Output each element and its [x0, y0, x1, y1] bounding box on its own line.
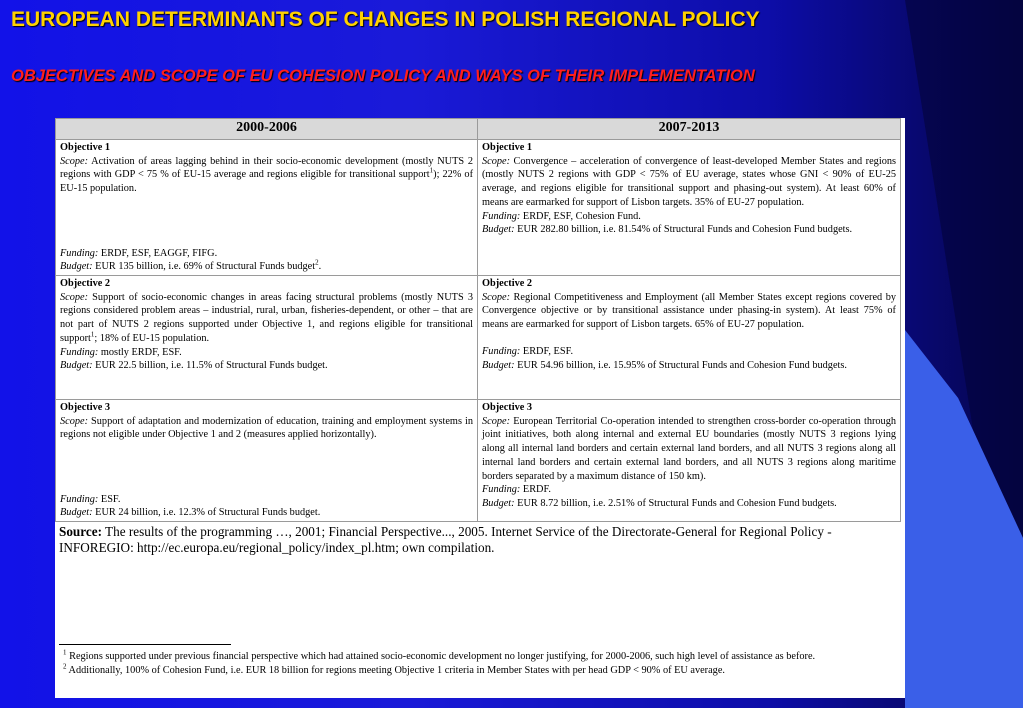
scope-text: Scope: Support of adaptation and modernization of education, training and employment systems in regions not eligible under Objective 1 and 2 (measures applied horizontally).	[60, 415, 473, 441]
objective-title: Objective 2	[60, 278, 111, 289]
budget-text: Budget: EUR 135 billion, i.e. 69% of Structural Funds budget$^2$.	[60, 258, 322, 273]
funding-text: Funding: mostly ERDF, ESF.	[60, 346, 182, 358]
slide-title: EUROPEAN DETERMINANTS OF CHANGES IN POLISH REGIONAL POLICY	[11, 8, 760, 31]
funding-text: Funding: ERDF.	[482, 484, 551, 496]
table-header-row	[56, 119, 901, 140]
objective-title: Objective 3	[482, 402, 533, 413]
footnotes	[59, 650, 901, 678]
budget-text: Budget: EUR 8.72 billion, i.e. 2.51% of Structural Funds and Cohesion Fund budgets.	[482, 497, 837, 509]
objective-title: Objective 2	[482, 278, 533, 289]
cell-2007-objective-3	[478, 400, 901, 522]
funding-text: Funding: ERDF, ESF, EAGGF, FIFG.	[60, 247, 218, 259]
scope-text: Scope: European Territorial Co-operation intended to strengthen cross-border co-operation through joint initiatives, both along internal and external EU boundaries (mostly NUTS 3 regions lying along all internal land borders and certain external land borders, and all NUTS 3 regions along all internal land borders and certain external land borders, and all NUTS 3 regions along maritime borders separated by a maximum distance of 150 km).	[482, 415, 896, 482]
footnote-divider	[59, 644, 231, 645]
content-panel	[55, 118, 905, 698]
budget-text: Budget: EUR 22.5 billion, i.e. 11.5% of Structural Funds budget.	[60, 360, 328, 372]
column-header-2000-2006: 2000-2006	[56, 119, 478, 140]
budget-text: Budget: EUR 24 billion, i.e. 12.3% of Structural Funds budget.	[60, 507, 321, 519]
funding-text: Funding: ERDF, ESF, Cohesion Fund.	[482, 210, 641, 222]
objective-title: Objective 1	[60, 142, 111, 153]
column-header-2007-2013: 2007-2013	[478, 119, 901, 140]
cell-2007-objective-2	[478, 276, 901, 400]
budget-text: Budget: EUR 282.80 billion, i.e. 81.54% of Structural Funds and Cohesion Fund budgets.	[482, 224, 853, 236]
cell-2007-objective-1	[478, 140, 901, 276]
scope-text: Scope: Activation of areas lagging behind in their socio-economic development (mostly NUTS 2 regions with GDP < 75 % of EU-15 average and regions eligible for transitional support$^1$); 22% of EU-15 population.	[60, 155, 474, 195]
footnote-2: $^2$ Additionally, 100% of Cohesion Fund, i.e. EUR 18 billion for regions meeting Objective 1 criteria in Member States with per head GDP < 90% of EU average.	[63, 662, 725, 676]
funding-text: Funding: ERDF, ESF.	[482, 345, 574, 357]
objectives-table	[55, 118, 901, 522]
table-row	[56, 276, 901, 400]
scope-text: Scope: Regional Competitiveness and Employment (all Member States except regions covered by Convergence objective or by transitional assistance under phasing-in system). At least 75% of means are earmarked for support of Lisbon targets. 65% of EU-27 population.	[482, 291, 896, 331]
table-row	[56, 400, 901, 522]
source-note: Source: The results of the programming …, 2001; Financial Perspective..., 2005. Internet Service of the Directorate-General for Regional Policy - INFOREGIO: http://ec.europa.eu/regional_policy/index_pl.htm; own compilation.	[59, 524, 832, 555]
scope-text: Scope: Convergence – acceleration of convergence of least-developed Member States and regions (mostly NUTS 2 regions with GDP < 75% of EU average, states whose GNI < 90% of EU-25 average, and regions eligible for transitional support and phasing-out system). At least 60% of means are earmarked for support of Lisbon targets. 35% of EU-27 population.	[482, 155, 896, 208]
footnote-1: $^1$ Regions supported under previous financial perspective which had attained socio-economic development no longer justifying, for 2000-2006, such high level of assistance as before.	[63, 648, 816, 662]
cell-2000-objective-1	[56, 140, 478, 276]
scope-text: Scope: Support of socio-economic changes in areas facing structural problems (mostly NUTS 3 regions considered problem areas – industrial, rural, urban, fisheries-dependent, or other – that are not part of NUTS 2 regions supported under Objective 1, and regions eligible for transitional support$^1$; 18% of EU-15 population.	[60, 291, 473, 344]
cell-2000-objective-2	[56, 276, 478, 400]
budget-text: Budget: EUR 54.96 billion, i.e. 15.95% of Structural Funds and Cohesion Fund budgets.	[482, 359, 847, 371]
cell-2000-objective-3	[56, 400, 478, 522]
slide-subtitle: OBJECTIVES AND SCOPE OF EU COHESION POLICY AND WAYS OF THEIR IMPLEMENTATION	[11, 67, 755, 85]
table-row	[56, 140, 901, 276]
objective-title: Objective 3	[60, 402, 111, 413]
objective-title: Objective 1	[482, 142, 533, 153]
funding-text: Funding: ESF.	[60, 493, 121, 505]
